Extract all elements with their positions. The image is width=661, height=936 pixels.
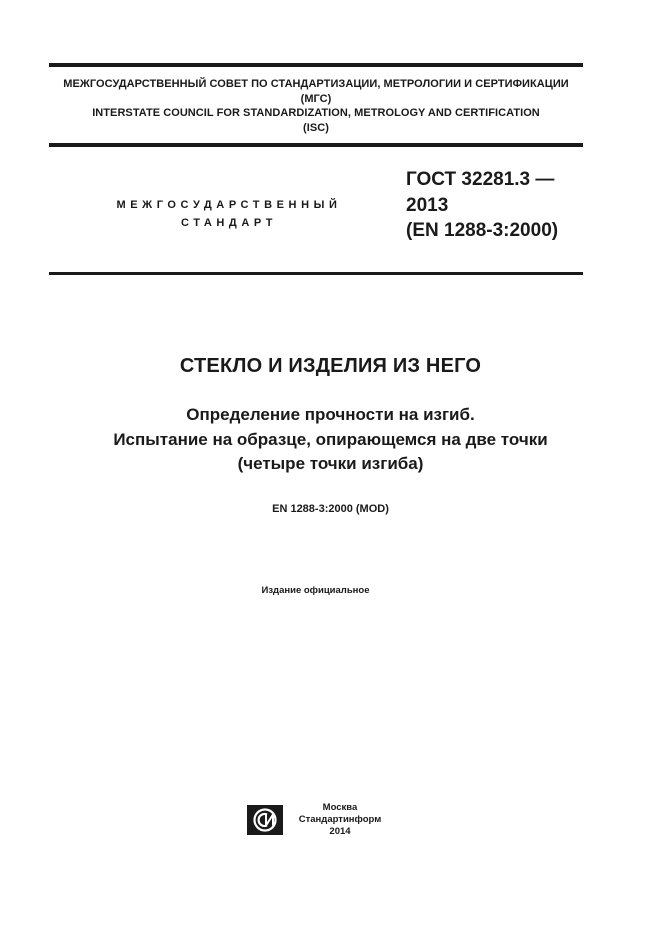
document-subtitle <box>20 403 641 477</box>
council-name-ru: МЕЖГОСУДАРСТВЕННЫЙ СОВЕТ ПО СТАНДАРТИЗАЦИИ, МЕТРОЛОГИИ И СЕРТИФИКАЦИИ <box>63 78 569 90</box>
edition-note: Издание официальное <box>261 585 370 596</box>
council-name-en: INTERSTATE COUNCIL FOR STANDARDIZATION, METROLOGY AND CERTIFICATION <box>92 107 540 119</box>
council-abbr-en: (ISC) <box>303 121 329 134</box>
designation-rule <box>49 272 583 275</box>
top-rule <box>49 63 583 67</box>
publisher-name: Стандартинформ <box>298 814 382 825</box>
publisher-year: 2014 <box>329 826 351 837</box>
designation-line3: (EN 1288-3:2000) <box>406 220 559 241</box>
subtitle-line3: (четыре точки изгиба) <box>237 454 424 473</box>
standard-kind <box>93 196 365 232</box>
designation-line2: 2013 <box>406 194 449 216</box>
equivalence-reference: EN 1288-3:2000 (MOD) <box>272 503 389 515</box>
publisher-city: Москва <box>322 802 358 813</box>
subtitle-line2: Испытание на образце, опирающемся на две точки <box>113 429 548 449</box>
council-abbr-ru: (МГС) <box>300 92 332 105</box>
council-header <box>40 77 592 135</box>
standard-kind-line1: МЕЖГОСУДАРСТВЕННЫЙ <box>116 199 342 211</box>
document-title: СТЕКЛО И ИЗДЕЛИЯ ИЗ НЕГО <box>179 355 482 377</box>
publisher-logo-icon <box>247 805 283 835</box>
publisher-imprint <box>290 802 390 838</box>
designation-line1: ГОСТ 32281.3 — <box>406 169 555 190</box>
header-rule <box>49 143 583 147</box>
subtitle-line1: Определение прочности на изгиб. <box>186 405 475 424</box>
standard-designation <box>406 167 596 244</box>
standard-kind-line2: СТАНДАРТ <box>180 217 278 229</box>
